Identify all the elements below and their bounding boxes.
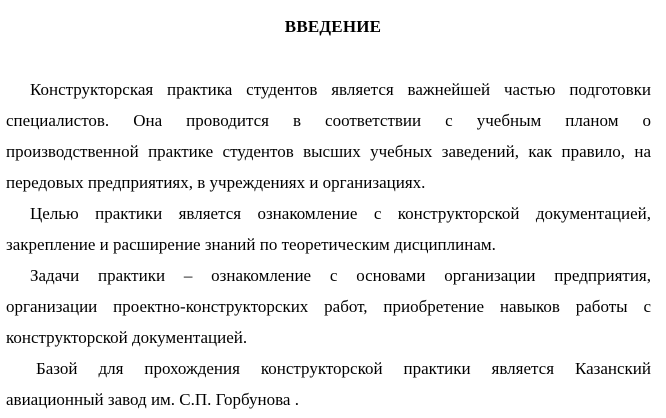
paragraph-4-line-2: авиационный завод им. С.П. Горбунова . [6, 390, 299, 409]
paragraph-2-line-1: Целью практики является ознакомление с конструкторской документацией, [30, 204, 651, 223]
paragraph-2-line-2: закрепление и расширение знаний по теоретическим дисциплинам. [6, 235, 496, 254]
paragraph-1-line-3: производственной практике студентов высших учебных заведений, как правило, на [6, 142, 651, 161]
document-title: ВВЕДЕНИЕ [284, 17, 382, 36]
paragraph-4 [6, 353, 651, 415]
paragraph-3-line-2: организации проектно-конструкторских работ, приобретение навыков работы с [6, 297, 651, 316]
paragraph-1-line-2: специалистов. Она проводится в соответствии с учебным планом о [6, 111, 651, 130]
paragraph-3 [6, 260, 651, 353]
paragraph-2 [6, 198, 651, 260]
paragraph-3-line-1: Задачи практики – ознакомление с основами организации предприятия, [30, 266, 651, 285]
paragraph-3-line-3: конструкторской документацией. [6, 328, 248, 347]
paragraph-1-line-1: Конструкторская практика студентов является важнейшей частью подготовки [30, 80, 651, 99]
paragraph-1 [6, 74, 651, 198]
paragraph-4-line-1: Базой для прохождения конструкторской практики является Казанский [36, 359, 651, 378]
paragraph-1-line-4: передовых предприятиях, в учреждениях и организациях. [6, 173, 426, 192]
